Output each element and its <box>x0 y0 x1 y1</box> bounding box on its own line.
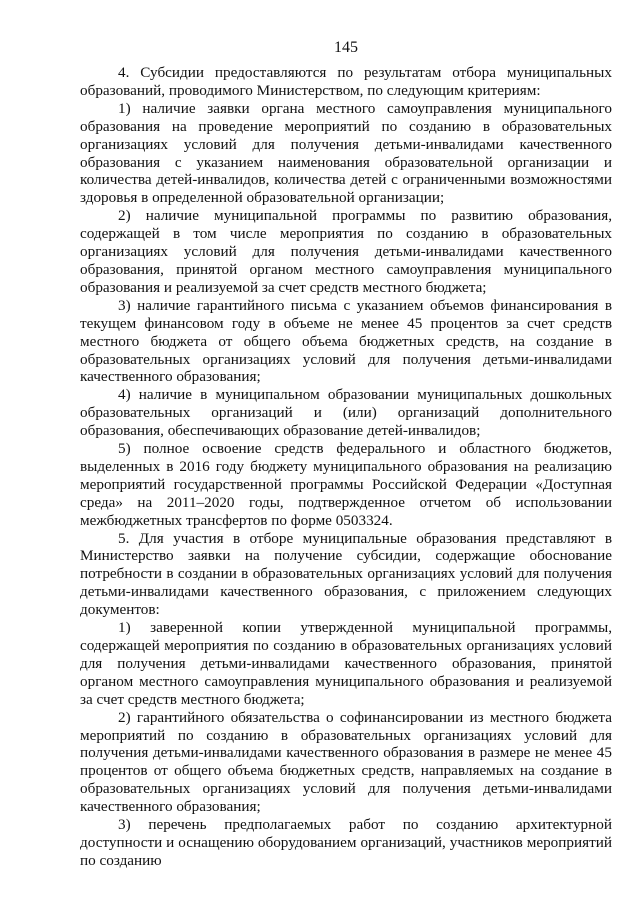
document-1-program-copy: 1) заверенной копии утвержденной муниципальной программы, содержащей мероприятия по созданию в образовательных организациях условий для получения детьми-инвалидами качественного образования, принятой органом местного самоуправления муниципального образования и реализуемой за счет средств местного бюджета; <box>80 619 612 708</box>
document-body <box>80 64 612 870</box>
criterion-4-organizations: 4) наличие в муниципальном образовании муниципальных дошкольных образовательных организаций и (или) организаций дополнительного образования, обеспечивающих образование детей-инвалидов; <box>80 386 612 440</box>
criterion-2-municipal-program: 2) наличие муниципальной программы по развитию образования, содержащей в том числе мероприятия по созданию в образовательных организациях условий для получения детьми-инвалидами качественного образования, принятой органом местного самоуправления муниципального образования и реализуемой за счет средств местного бюджета; <box>80 207 612 296</box>
criterion-3-guarantee-letter: 3) наличие гарантийного письма с указанием объемов финансирования в текущем финансовом году в объеме не менее 45 процентов за счет средств местного бюджета от общего объема бюджетных средств, на создание в образовательных организациях условий для получения детьми-инвалидами качественного образования; <box>80 296 612 386</box>
criterion-5-funds-spending: 5) полное освоение средств федерального и областного бюджетов, выделенных в 2016 году бюджету муниципального образования на реализацию мероприятий государственной программы Российской Федерации «Доступная среда» на 2011–2020 годы, подтвержденное отчетом об использовании межбюджетных трансфертов по форме 0503324. <box>80 440 612 529</box>
paragraph-5-participation: 5. Для участия в отборе муниципальные образования представляют в Министерство заявки на получение субсидии, содержащие обоснование потребности в создании в образовательных организациях условий для получения детьми-инвалидами качественного образования, с приложением следующих документов: <box>80 529 612 619</box>
criterion-1-application: 1) наличие заявки органа местного самоуправления муниципального образования на проведение мероприятий по созданию в образовательных организациях условий для получения детьми-инвалидами качественного образования с указанием наименования образовательной организации и количества детей-инвалидов, количества детей с ограниченными возможностями здоровья в определенной образовательной организации; <box>80 99 612 207</box>
paragraph-4-subsidies-selection: 4. Субсидии предоставляются по результатам отбора муниципальных образований, проводимого Министерством, по следующим критериям: <box>80 64 612 99</box>
document-3-works-list: 3) перечень предполагаемых работ по созданию архитектурной доступности и оснащению оборудованием организаций, участников мероприятий по созданию <box>80 816 612 869</box>
document-2-cofinancing-guarantee: 2) гарантийного обязательства о софинансировании из местного бюджета мероприятий по созданию в образовательных организациях условий для получения детьми-инвалидами качественного образования в размере не менее 45 процентов от общего объема бюджетных средств, направляемых на создание в образовательных организациях условий для получения детьми-инвалидами качественного образования; <box>80 708 612 816</box>
page-number: 145 <box>334 39 358 56</box>
